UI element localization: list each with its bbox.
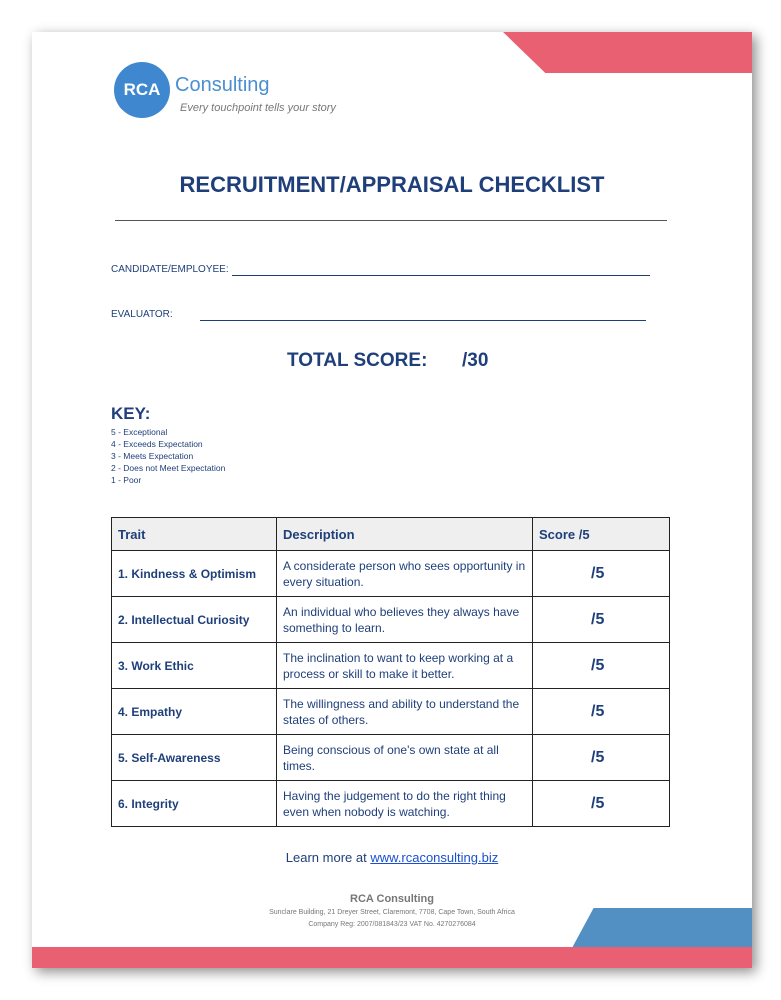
footer-accent-pink [32, 947, 752, 968]
score-cell[interactable]: /5 [533, 689, 670, 735]
score-cell[interactable]: /5 [533, 551, 670, 597]
table-row [112, 597, 670, 643]
table-row [112, 643, 670, 689]
score-cell[interactable]: /5 [533, 597, 670, 643]
description-cell: A considerate person who sees opportunity in every situation. [277, 551, 533, 597]
table-row [112, 551, 670, 597]
description-cell: The inclination to want to keep working at a process or skill to make it better. [277, 643, 533, 689]
total-score-value: /30 [462, 350, 489, 371]
header-accent-shape [503, 32, 752, 73]
logo-name: Consulting [175, 74, 270, 96]
candidate-label: CANDIDATE/EMPLOYEE: [111, 264, 229, 275]
trait-table [111, 517, 670, 827]
logo-tagline: Every touchpoint tells your story [180, 102, 336, 114]
header-score: Score /5 [533, 518, 670, 551]
score-cell[interactable]: /5 [533, 735, 670, 781]
footer-accent-blue [572, 908, 752, 948]
description-cell: An individual who believes they always have something to learn. [277, 597, 533, 643]
candidate-field[interactable] [232, 275, 650, 276]
key-item: 4 - Exceeds Expectation [111, 439, 203, 449]
header-description: Description [277, 518, 533, 551]
learn-more [32, 850, 752, 865]
title-divider [115, 220, 667, 221]
footer-registration: Company Reg: 2007/081843/23 VAT No. 4270276084 [308, 921, 476, 928]
trait-cell: 5. Self-Awareness [112, 735, 277, 781]
trait-cell: 3. Work Ethic [112, 643, 277, 689]
description-cell: The willingness and ability to understand the states of others. [277, 689, 533, 735]
footer-address: Sunclare Building, 21 Dreyer Street, Claremont, 7708, Cape Town, South Africa [269, 909, 515, 916]
trait-cell: 2. Intellectual Curiosity [112, 597, 277, 643]
trait-cell: 1. Kindness & Optimism [112, 551, 277, 597]
trait-cell: 6. Integrity [112, 781, 277, 827]
total-score-label: TOTAL SCORE: [287, 350, 428, 371]
key-list [111, 426, 225, 486]
key-item: 5 - Exceptional [111, 427, 168, 437]
score-cell[interactable]: /5 [533, 781, 670, 827]
footer-company: RCA Consulting [350, 893, 434, 905]
key-heading: KEY: [111, 404, 151, 423]
website-link[interactable]: www.rcaconsulting.biz [370, 850, 499, 865]
table-row [112, 689, 670, 735]
table-header-row [112, 518, 670, 551]
trait-cell: 4. Empathy [112, 689, 277, 735]
document-page [32, 32, 752, 968]
key-item: 3 - Meets Expectation [111, 451, 194, 461]
table-row [112, 781, 670, 827]
evaluator-label: EVALUATOR: [111, 309, 173, 320]
description-cell: Having the judgement to do the right thing even when nobody is watching. [277, 781, 533, 827]
header-trait: Trait [112, 518, 277, 551]
table-row [112, 735, 670, 781]
evaluator-field[interactable] [200, 320, 646, 321]
logo-mark: RCA [114, 62, 170, 118]
key-item: 1 - Poor [111, 475, 142, 485]
document-title: RECRUITMENT/APPRAISAL CHECKLIST [179, 172, 605, 197]
description-cell: Being conscious of one's own state at all times. [277, 735, 533, 781]
score-cell[interactable]: /5 [533, 643, 670, 689]
learn-more-text: Learn more at [285, 850, 371, 865]
key-item: 2 - Does not Meet Expectation [111, 463, 226, 473]
